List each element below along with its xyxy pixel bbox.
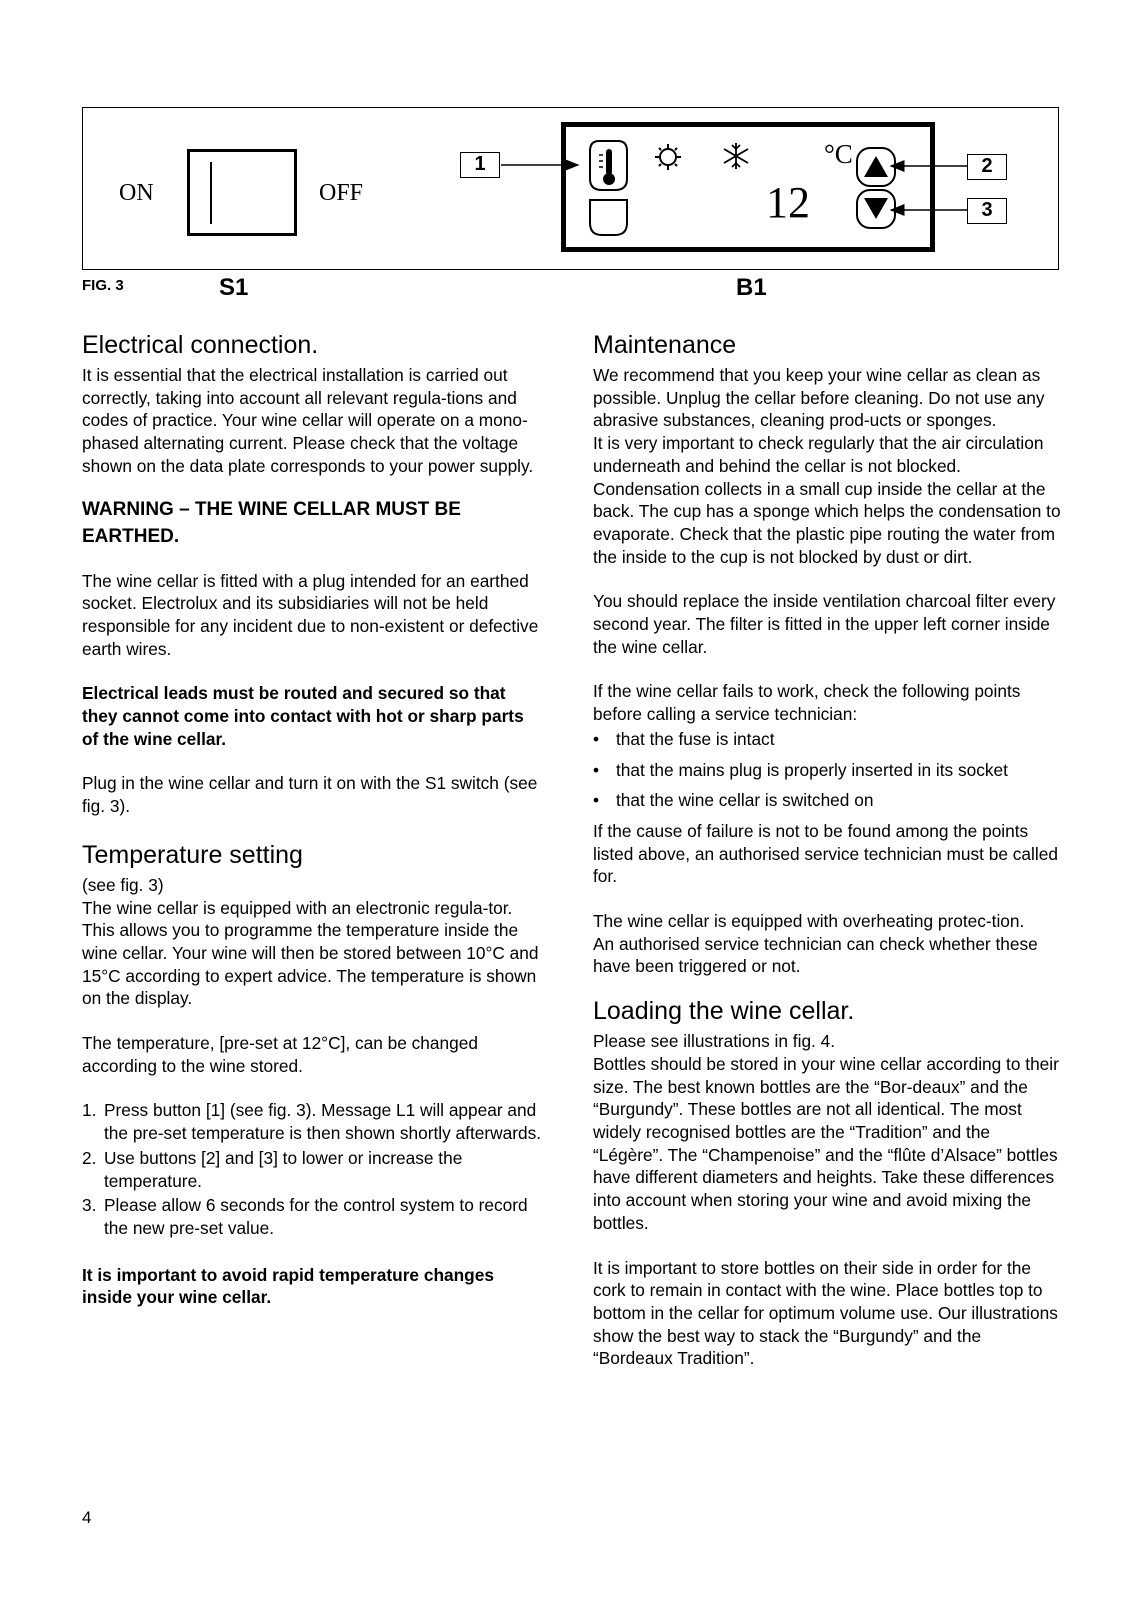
electrical-leads-notice: Electrical leads must be routed and secured so that they cannot come into contact with hot or sharp parts of the wine cellar. bbox=[82, 683, 524, 749]
snowflake-icon bbox=[724, 143, 748, 169]
electrical-paragraph-3: Plug in the wine cellar and turn it on with the S1 switch (see fig. 3). bbox=[82, 773, 538, 817]
electrical-connection-heading: Electrical connection. bbox=[82, 331, 319, 359]
failure-checklist bbox=[593, 728, 1063, 812]
celsius-unit: °C bbox=[824, 139, 853, 169]
loading-paragraph-3: It is important to store bottles on their side in order for the cork to remain in contact with the wine. Place bottles top to bottom in the cellar for optimum volume use. Our illustrations show the best way to stack the “Burgundy” and the “Bordeaux Tradition”. bbox=[593, 1257, 1058, 1369]
control-panel-figure bbox=[82, 107, 1059, 270]
loading-heading: Loading the wine cellar. bbox=[593, 997, 855, 1026]
right-column bbox=[593, 330, 1063, 1370]
sun-icon bbox=[655, 144, 681, 170]
temperature-see-fig: (see fig. 3) bbox=[82, 874, 164, 895]
down-arrow-button-icon bbox=[857, 190, 895, 228]
rapid-temperature-notice: It is important to avoid rapid temperature changes inside your wine cellar. bbox=[82, 1264, 494, 1308]
callout-1: 1 bbox=[460, 152, 500, 178]
b1-display-panel bbox=[561, 122, 935, 252]
maintenance-paragraph-7: An authorised service technician can check whether these have been triggered or not. bbox=[593, 933, 1038, 977]
temperature-paragraph-2: The temperature, [pre-set at 12°C], can be changed according to the wine stored. bbox=[82, 1033, 478, 1076]
list-item: 3. Please allow 6 seconds for the control system to record the new pre-set value. bbox=[82, 1195, 528, 1238]
loading-paragraph-1: Please see illustrations in fig. 4. bbox=[593, 1031, 836, 1052]
temperature-steps-list bbox=[82, 1099, 542, 1239]
maintenance-paragraph-1: We recommend that you keep your wine cellar as clean as possible. Unplug the cellar before cleaning. Do not use any abrasive substances, cleaning prod-ucts or sponges. bbox=[593, 365, 1045, 431]
list-item: • that the mains plug is properly inserted in its socket bbox=[593, 759, 1008, 780]
maintenance-paragraph-4: If the wine cellar fails to work, check the following points before calling a service technician: bbox=[593, 681, 1021, 725]
thermometer-button-icon bbox=[590, 141, 627, 190]
on-label: ON bbox=[119, 180, 154, 206]
left-column bbox=[82, 330, 542, 1309]
electrical-paragraph-1: It is essential that the electrical installation is carried out correctly, taking into account all relevant regula-tions and codes of practice. Your wine cellar will operate on a mono-phased alternating current. Please check that the voltage shown on the data plate corresponds to your power supply. bbox=[82, 365, 534, 476]
maintenance-paragraph-3: You should replace the inside ventilation charcoal filter every second year. The filter is fitted in the upper left corner inside the wine cellar. bbox=[593, 591, 1056, 657]
callout-2: 2 bbox=[967, 154, 1007, 180]
display-graphics bbox=[566, 127, 930, 247]
loading-paragraph-2: Bottles should be stored in your wine cellar according to their size. The best known bottles are the “Bor-deaux” and the “Burgundy”. These bottles are not all identical. The most widely recognised bottles are the “Tradition” and the “Légère”. The “Champenoise” and the “flûte d’Alsace” bottles have different diameters and heights. Take these differences into account when storing your wine and avoid mixing the bottles. bbox=[593, 1053, 1059, 1233]
list-item: • that the wine cellar is switched on bbox=[593, 790, 874, 811]
list-item: 1. Press button [1] (see fig. 3). Message L1 will appear and the pre-set temperature is then shown shortly afterwards. bbox=[82, 1100, 542, 1144]
list-item: • that the fuse is intact bbox=[593, 728, 775, 749]
temperature-readout: 12 bbox=[766, 178, 810, 227]
maintenance-paragraph-5: If the cause of failure is not to be found among the points listed above, an authorised service technician must be called for. bbox=[593, 820, 1058, 887]
up-arrow-button-icon bbox=[857, 148, 895, 186]
page-number: 4 bbox=[82, 1508, 92, 1527]
callout-3: 3 bbox=[967, 198, 1007, 224]
maintenance-paragraph-6: The wine cellar is equipped with overheating protec-tion. bbox=[593, 911, 1025, 932]
figure-caption: FIG. 3 bbox=[82, 277, 124, 294]
list-item: 2. Use buttons [2] and [3] to lower or increase the temperature. bbox=[82, 1147, 463, 1191]
temperature-setting-heading: Temperature setting bbox=[82, 840, 303, 869]
off-label: OFF bbox=[319, 180, 364, 206]
s1-label: S1 bbox=[219, 274, 249, 301]
maintenance-paragraph-2: It is very important to check regularly that the air circulation underneath and behind the cellar is not blocked. Condensation collects in a small cup inside the cellar at the back. The cup has a sponge which helps the condensation to evaporate. Check that the plastic pipe routing the water from the inside to the cup is not blocked by dust or dirt. bbox=[593, 433, 1061, 567]
earthing-warning: WARNING – THE WINE CELLAR MUST BE EARTHED. bbox=[82, 498, 461, 547]
blank-button-icon bbox=[590, 200, 627, 235]
electrical-paragraph-2: The wine cellar is fitted with a plug intended for an earthed socket. Electrolux and its subsidiaries will not be held responsible for any incident due to non-existent or defective earth wires. bbox=[82, 570, 539, 659]
maintenance-heading: Maintenance bbox=[593, 331, 737, 359]
b1-label: B1 bbox=[736, 274, 767, 301]
temperature-paragraph-1: The wine cellar is equipped with an electronic regula-tor. This allows you to programme the temperature inside the wine cellar. Your wine will then be stored between 10°C and 15°C according to expert advice. The temperature is shown on the display. bbox=[82, 897, 539, 1009]
